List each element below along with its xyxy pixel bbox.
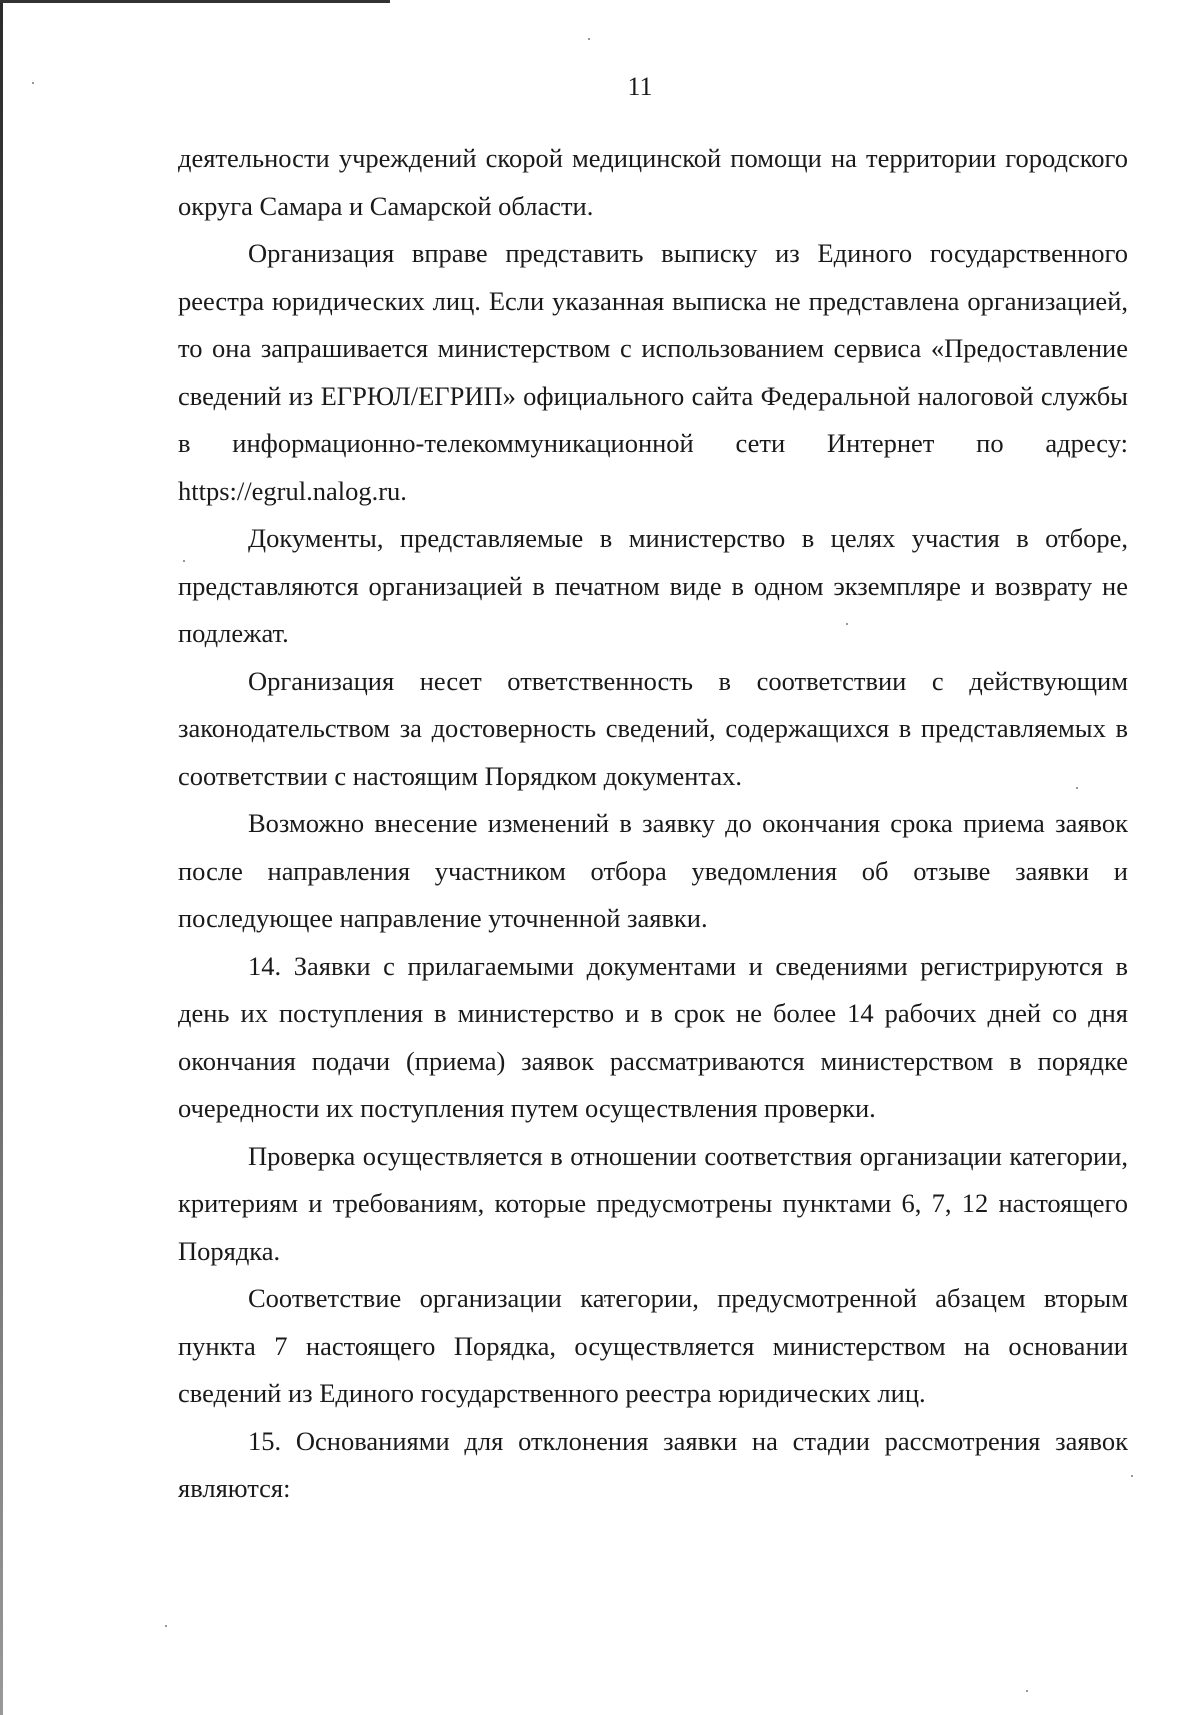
paragraph: Соответствие организации категории, предусмотренной абзацем вторым пункта 7 настоящего Порядка, осуществляется министерством на основании сведений из Единого государственного реестра юридических лиц. [178,1283,1128,1408]
document-body [178,135,1128,1513]
paragraph: Возможно внесение изменений в заявку до окончания срока приема заявок после направления участником отбора уведомления об отзыве заявки и последующее направление уточненной заявки. [178,808,1128,933]
scan-edge-top [0,0,390,3]
paragraph-item-14: 14. Заявки с прилагаемыми документами и сведениями регистрируются в день их поступления в министерство и в срок не более 14 рабочих дней со дня окончания подачи (приема) заявок рассматриваются министерством в порядке очередности их поступления путем осуществления проверки. [178,950,1128,1123]
scan-edge-left [0,0,3,1715]
scan-speck [165,1625,167,1627]
paragraph: Организация несет ответственность в соответствии с действующим законодательством за достоверность сведений, содержащихся в представляемых в соответствии с настоящим Порядком документах. [178,665,1128,791]
scan-speck [588,38,590,40]
paragraph: Проверка осуществляется в отношении соответствия организации категории, критериям и требованиям, которые предусмотрены пунктами 6, 7, 12 настоящего Порядка. [178,1140,1128,1266]
page-number: 11 [627,72,653,101]
paragraph: деятельности учреждений скорой медицинской помощи на территории городского округа Самара и Самарской области. [178,143,1128,221]
paragraph: Документы, представляемые в министерство в целях участия в отборе, представляются организацией в печатном виде в одном экземпляре и возврату не подлежат. [178,523,1128,648]
scan-speck [1131,1475,1133,1477]
scan-speck [1026,1690,1028,1692]
paragraph: Организация вправе представить выписку из Единого государственного реестра юридических лиц. Если указанная выписка не представлена организацией, то она запрашивается министерством с использованием сервиса «Предоставление сведений из ЕГРЮЛ/ЕГРИП» официального сайта Федеральной налоговой службы в информационно-телекоммуникационной сети Интернет по адресу: https://egrul.nalog.ru. [178,238,1128,506]
paragraph-item-15: 15. Основаниями для отклонения заявки на стадии рассмотрения заявок являются: [178,1425,1128,1503]
